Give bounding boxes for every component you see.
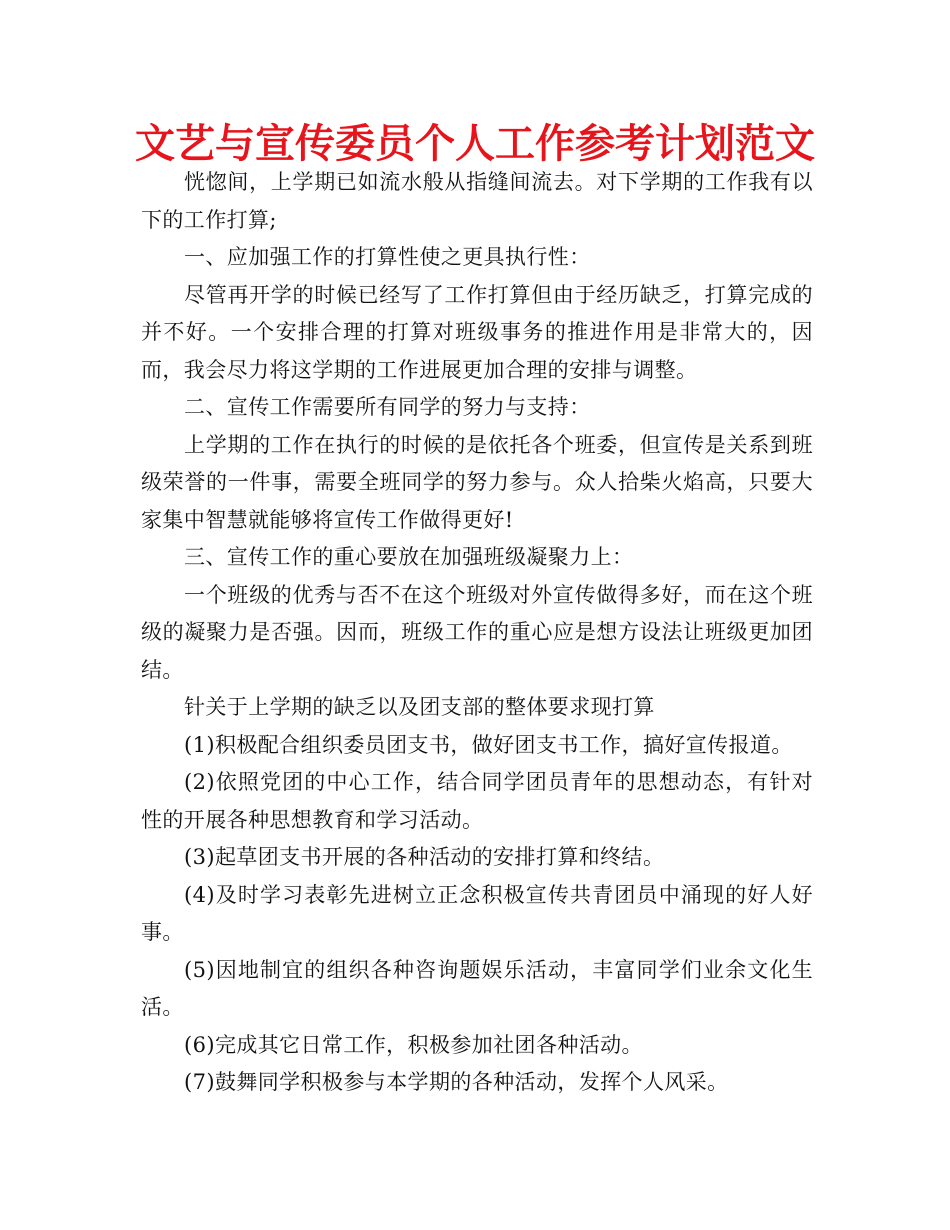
list-item: (6)完成其它日常工作，积极参加社团各种活动。: [184, 1032, 643, 1057]
list-item: (1)积极配合组织委员团支书，做好团支书工作，搞好宣传报道。: [184, 732, 793, 757]
list-item: (2)依照党团的中心工作，结合同学团员青年的思想动态，有针对性的开展各种思想教育和学习活动。: [141, 770, 813, 832]
document-body: [141, 164, 813, 1102]
list-item: (3)起草团支书开展的各种活动的安排打算和终结。: [184, 845, 665, 869]
paragraph-section-1: 尽管再开学的时候已经写了工作打算但由于经历缺乏，打算完成的并不好。一个安排合理的打算对班级事务的推进作用是非常大的，因而，我会尽力将这学期的工作进展更加合理的安排与调整。: [141, 282, 813, 382]
document-title: 文艺与宣传委员个人工作参考计划范文: [135, 121, 815, 167]
list-item: (4)及时学习表彰先进树立正念积极宣传共青团员中涌现的好人好事。: [141, 882, 813, 944]
heading-section-1: 一、应加强工作的打算性使之更具执行性：: [184, 245, 591, 269]
list-item: (7)鼓舞同学积极参与本学期的各种活动，发挥个人风采。: [184, 1070, 729, 1094]
list-item: (5)因地制宜的组织各种咨询题娱乐活动，丰富同学们业余文化生活。: [141, 957, 813, 1019]
paragraph-plan-intro: 针关于上学期的缺乏以及团支部的整体要求现打算: [184, 695, 655, 719]
heading-section-3: 三、宣传工作的重心要放在加强班级凝聚力上：: [184, 545, 634, 569]
heading-section-2: 二、宣传工作需要所有同学的努力与支持：: [184, 395, 591, 419]
paragraph-section-2: 上学期的工作在执行的时候的是依托各个班委，但宣传是关系到班级荣誉的一件事，需要全班同学的努力参与。众人拾柴火焰高，只要大家集中智慧就能够将宣传工作做得更好!: [141, 432, 813, 532]
paragraph-intro: 恍惚间，上学期已如流水般从指缝间流去。对下学期的工作我有以下的工作打算;: [141, 170, 813, 232]
paragraph-section-3: 一个班级的优秀与否不在这个班级对外宣传做得多好，而在这个班级的凝聚力是否强。因而，班级工作的重心应是想方设法让班级更加团结。: [141, 582, 813, 682]
